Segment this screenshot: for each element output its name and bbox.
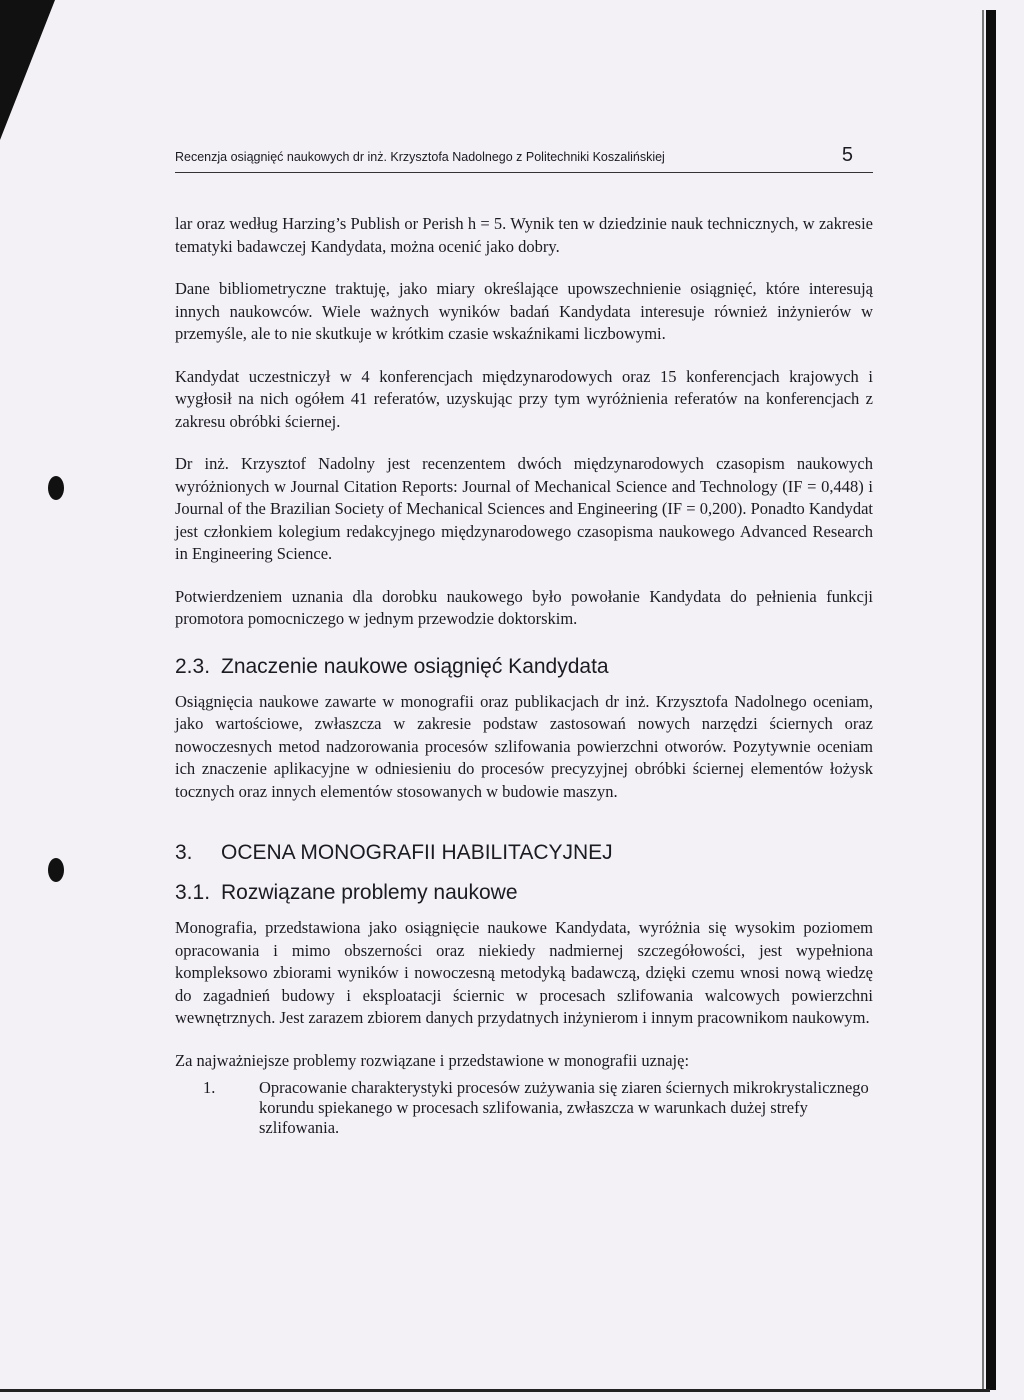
paragraph-bibliometric-data: Dane bibliometryczne traktuję, jako miary określające upowszechnienie osiągnięć, które interesują innych naukowców. Wiele ważnych wyników badań Kandydata interesuje również inżynierów w przemyśle, ale to nie skutkuje w krótkim czasie wskaźnikami liczbowymi.: [175, 279, 873, 343]
paragraph-problems-intro: Za najważniejsze problemy rozwiązane i przedstawione w monografii uznaję:: [175, 1050, 690, 1070]
paragraph-significance: Osiągnięcia naukowe zawarte w monografii oraz publikacjach dr inż. Krzysztofa Nadolnego oceniam, jako wartościowe, zwłaszcza w zakresie podstaw zastosowań nowych narzędzi ściernych oraz nowoczesnych metod nadzorowania procesów szlifowania powierzchni otworów. Pozytywnie oceniam ich znaczenie aplikacyjne w odniesieniu do procesów precyzyjnej obróbki ściernej elementów łożysk tocznych oraz innych elementów stosowanych w budowie maszyn.: [175, 691, 873, 801]
list-item: [175, 1078, 873, 1138]
scan-edge-bottom: [0, 1389, 990, 1392]
paragraph-reviewer: Dr inż. Krzysztof Nadolny jest recenzentem dwóch międzynarodowych czasopism naukowych wyróżnionych w Journal Citation Reports: Journal of Mechanical Science and Technology (IF = 0,448) i Journal of the Brazilian Society of Mechanical Sciences and Engineering (IF = 0,200). Ponadto Kandydat jest członkiem kolegium redakcyjnego międzynarodowego czasopisma naukowego Advanced Research in Engineering Science.: [175, 454, 873, 563]
punch-hole: [48, 858, 64, 882]
header-title: Recenzja osiągnięć naukowych dr inż. Krzysztofa Nadolnego z Politechniki Koszalińskiej: [175, 150, 665, 164]
section-heading-3: [175, 841, 873, 865]
list-marker: 1.: [203, 1078, 216, 1097]
section-title: Rozwiązane problemy naukowe: [221, 881, 518, 904]
page-number: 5: [841, 144, 853, 166]
section-title: Znaczenie naukowe osiągnięć Kandydata: [221, 654, 609, 678]
paragraph-promoter: Potwierdzeniem uznania dla dorobku naukowego było powołanie Kandydata do pełnienia funkcji promotora pomocniczego w jednym przewodzie doktorskim.: [175, 586, 873, 628]
paragraph-monograph: Monografia, przedstawiona jako osiągnięcie naukowe Kandydata, wyróżnia się wysokim poziomem opracowania i mimo obszerności oraz niekiedy nadmiernej szczegółowości, jest wypełniona kompleksowo zbiorami wyników i nowoczesną metodyką badawczą, dzięki czemu wnosi nową wiedzę do zagadnień budowy i eksploatacji ściernic w procesach szlifowania walcowych powierzchni wewnętrznych. Jest zarazem zbiorem danych przydatnych inżynierom i innym pracownikom naukowym.: [175, 918, 873, 1027]
section-title: OCENA MONOGRAFII HABILITACYJNEJ: [221, 841, 613, 864]
document-page: [175, 140, 873, 1138]
list-item-text: Opracowanie charakterystyki procesów zużywania się ziaren ściernych mikrokrystalicznego korundu spiekanego w procesach szlifowania, zwłaszcza w warunkach dużej strefy szlifowania.: [259, 1078, 869, 1137]
scan-edge-right: [986, 10, 996, 1390]
punch-hole: [48, 476, 64, 500]
scan-edge-right-shadow: [982, 10, 984, 1390]
section-number: 3.: [175, 841, 193, 864]
scan-corner-artifact: [0, 0, 55, 140]
running-header: [175, 140, 873, 173]
section-heading-2-3: [175, 655, 873, 679]
section-number: 2.3.: [175, 654, 211, 678]
section-heading-3-1: [175, 881, 873, 905]
paragraph-conferences: Kandydat uczestniczył w 4 konferencjach międzynarodowych oraz 15 konferencjach krajowych i wygłosił na nich ogółem 41 referatów, uzyskując przy tym wyróżnienia referatów na konferencjach z zakresu obróbki ściernej.: [175, 366, 873, 431]
section-number: 3.1.: [175, 881, 211, 904]
paragraph-bibliometric-h: lar oraz według Harzing’s Publish or Perish h = 5. Wynik ten w dziedzinie nauk technicznych, w zakresie tematyki badawczej Kandydata, można ocenić jako dobry.: [175, 214, 873, 256]
